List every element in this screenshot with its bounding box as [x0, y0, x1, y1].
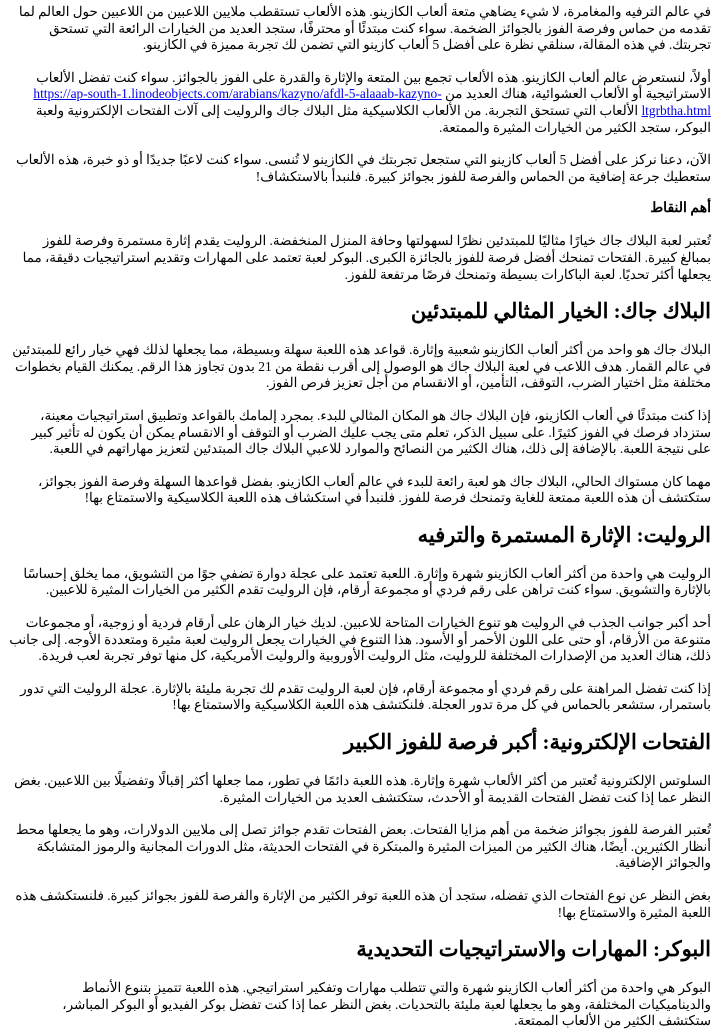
section-paragraph: تُعتبر الفرصة للفوز بجوائز ضخمة من أهم مزايا الفتحات. بعض الفتحات تقدم جوائز تصل إلى ملايين الدولارات، وهو ما يجعلها محط أنظار الكثيرين. أيضًا، هناك الكثير من الميزات المثيرة والمبتكرة في الفتحات الحديثة، مثل الدورات المجانية والرموز المتشابكة والجوائز الإضافية.: [15, 822, 711, 871]
section-paragraph: البلاك جاك هو واحد من أكثر ألعاب الكازينو شعبية وإثارة. قواعد هذه اللعبة سهلة وبسيطة، مما يجعلها لذلك فهي خيار رائع للمبتدئين في عالم القمار. هدف اللاعب في لعبة البلاك جاك هو الوصول إلى أقرب نقطة من 21 بدون تجاوز هذا الرقم. يمكنك القيام بخطوات مختلفة مثل اختيار الضرب، التوقف، التأمين، أو الانقسام من أجل تعزيز فرص الفوز.: [12, 342, 711, 391]
section-paragraph: مهما كان مستواك الحالي، البلاك جاك هو لعبة رائعة للبدء في عالم ألعاب الكازينو. بفضل قواعدها السهلة وفرصة الفوز بجوائز، ستكتشف أن هذه اللعبة ممتعة للغاية وتمنحك فرصة للفوز. فلنبدأ في استكشاف هذه اللعبة الكلاسيكية والاستمتاع بها!: [38, 473, 711, 506]
intro-paragraph-3: الآن، دعنا نركز على أفضل 5 ألعاب كازينو التي ستجعل تجربتك في الكازينو لا تُنسى. سواء كنت لاعبًا جديدًا أو ذو خبرة، هذه الألعاب ستعطيك جرعة إضافية من الحماس والفرصة للفوز بجوائز كبيرة. فلنبدأ بالاستكشاف!: [16, 152, 711, 184]
section-paragraph: الروليت هي واحدة من أكثر ألعاب الكازينو شهرة وإثارة. اللعبة تعتمد على عجلة دوارة تضفي جوًا من التشويق، مما يخلق إحساسًا بالإثارة والتشويق. سواء كنت تراهن على رقم فردي أو مجموعة أرقام، فإن الروليت تقدم الكثير من الخيارات المثيرة للاعبين.: [23, 565, 711, 598]
section-paragraph: بغض النظر عن نوع الفتحات الذي تفضله، ستجد أن هذه اللعبة توفر الكثير من الإثارة والفرصة للفوز بجوائز كبيرة. فلنستكشف هذه اللعبة المثيرة والاستمتاع بها!: [15, 888, 711, 920]
section-paragraph: إذا كنت تفضل المراهنة على رقم فردي أو مجموعة أرقام، فإن لعبة الروليت تقدم لك تجربة مليئة بالإثارة. عجلة الروليت التي تدور باستمرار، ستشعر بالحماس في كل مرة تدور العجلة. فلنكتشف هذه اللعبة الكلاسيكية والاستمتاع بها!: [20, 680, 711, 713]
key-points-paragraph: تُعتبر لعبة البلاك جاك خيارًا مثاليًا للمبتدئين نظرًا لسهولتها وحافة المنزل المنخفضة. الروليت يقدم إثارة مستمرة وفرصة للفوز بمبالغ كبيرة. الفتحات تمنحك أفضل فرصة للفوز بالجائزة الكبرى. البوكر لعبة تعتمد على المهارات وتقديم استراتيجيات دقيقة، مما يجعلها أكثر تحديًا. لعبة الباكارات بسيطة وتمنحك فرصًا مرتفعة للفوز.: [22, 233, 711, 282]
article-link[interactable]: https://ap-south-1.linodeobjects.com/arabians/kazyno/afdl-5-alaaab-kazyno-ltgrbtha.html: [33, 86, 711, 118]
section-heading-roulette: الروليت: الإثارة المستمرة والترفيه: [417, 522, 711, 547]
section-paragraph: السلوتس الإلكترونية تُعتبر من أكثر الألعاب شهرة وإثارة. هذه اللعبة دائمًا في تطور، مما جعلها أكثر إقبالًا وتفضيلًا بين اللاعبين. بغض النظر عما إذا كنت تفضل الفتحات القديمة أو الأحدث، ستكتشف العديد من الخيارات المثيرة.: [14, 773, 711, 805]
key-points-heading: أهم النقاط: [650, 201, 711, 217]
section-paragraph: البوكر هي واحدة من أكثر ألعاب الكازينو شهرة والتي تتطلب مهارات وتفكير استراتيجي. هذه اللعبة تتميز بتنوع الأنماط والديناميكيات المختلفة، وهو ما يجعلها لعبة مليئة بالتحديات. بغض النظر عما إذا كنت تفضل بوكر الفيديو أو البوكر المباشر، ستكتشف الكثير من الألعاب الممتعة.: [62, 980, 711, 1029]
intro-paragraph-1: في عالم الترفيه والمغامرة، لا شيء يضاهي متعة ألعاب الكازينو. هذه الألعاب تستقطب ملايين اللاعبين من اللاعبين حول العالم لما تقدمه من حماس وفرصة الفوز بالجوائز الضخمة. سواء كنت مبتدئًا أو محترفًا، ستجد العديد من الخيارات الرائعة التي تستحق تجربتك. في هذه المقالة، سنلقي نظرة على أفضل 5 ألعاب كازينو التي تضمن لك تجربة مميزة في الكازينو.: [18, 4, 711, 53]
intro-paragraph-2: [9, 70, 711, 136]
intro-paragraph-2-text-before: أولاً، لنستعرض عالم ألعاب الكازينو. هذه الألعاب تجمع بين المتعة والإثارة والقدرة على الفوز بالجوائز. سواء كنت تفضل الألعاب الاستراتيجية أو الألعاب العشوائية، هناك العديد من: [36, 69, 711, 102]
section-paragraph: أحد أكبر جوانب الجذب في الروليت هو تنوع الخيارات المتاحة للاعبين. لديك خيار الرهان على أرقام فردية أو زوجية، أو مجموعات متنوعة من الأرقام، أو حتى على اللون الأحمر أو الأسود. هذا التنوع في الخيارات يجعل الروليت لعبة مثيرة ومتعددة الأوجه. إلى جانب ذلك، هناك العديد من الإصدارات المختلفة للروليت، مثل الروليت الأوروبية والروليت الأمريكية، كل منها توفر تجربة لعب فريدة.: [9, 615, 711, 664]
section-paragraph: إذا كنت مبتدئًا في ألعاب الكازينو، فإن البلاك جاك هو المكان المثالي للبدء. بمجرد إلمامك بالقواعد وتطبيق استراتيجيات معينة، ستزداد فرصك في الفوز كثيرًا. على سبيل الذكر، تعلم متى يجب عليك الضرب أو التوقف أو الانقسام يمكن أن يكون له تأثير كبير على نتيجة اللعبة. بالإضافة إلى ذلك، هناك الكثير من النصائح والموارد للاعبي البلاك جاك المبتدئين لتعزيز مهاراتهم في اللعبة.: [31, 407, 711, 457]
intro-paragraph-2-text-after: الألعاب التي تستحق التجربة. من الألعاب الكلاسيكية مثل البلاك جاك والروليت إلى آلات الفتحات الإلكترونية ولعبة البوكر، ستجد الكثير من الخيارات المثيرة والممتعة.: [35, 102, 711, 135]
section-heading-slots: الفتحات الإلكترونية: أكبر فرصة للفوز الكبير: [344, 730, 711, 755]
section-heading-poker: البوكر: المهارات والاستراتيجيات التحديدية: [356, 937, 711, 962]
section-heading-blackjack: البلاك جاك: الخيار المثالي للمبتدئين: [410, 299, 711, 324]
